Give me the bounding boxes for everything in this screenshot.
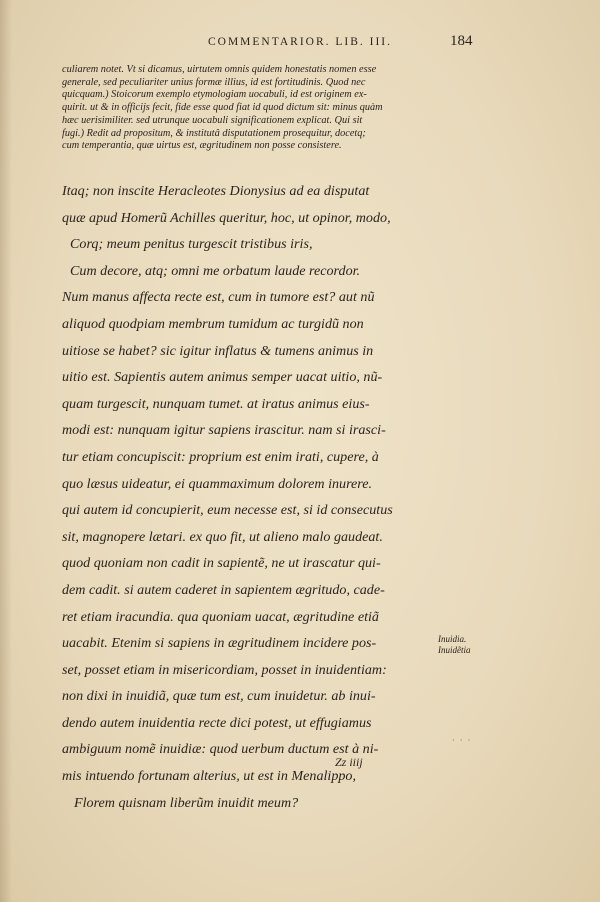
main-text-line: mis intuendo fortunam alterius, ut est in Menalippo,	[62, 768, 357, 785]
commentary-line: generale, sed peculiariter unius formæ illius, id est fortitudinis. Quod nec	[62, 76, 366, 88]
commentary-line: cum temperantia, quæ uirtus est, ægritudinem non posse consistere.	[62, 140, 342, 152]
main-text-line: set, posset etiam in misericordiam, posset in inuidentiam:	[62, 661, 387, 678]
main-text-line: Itaq; non inscite Heracleotes Dionysius ad ea disputat	[62, 183, 370, 199]
main-text-block	[62, 178, 442, 816]
signature-mark: Zz iiij	[335, 755, 363, 769]
commentary-block	[62, 64, 447, 153]
margin-note-line: Inuidia.	[438, 634, 467, 644]
commentary-line: culiarem notet. Vt si dicamus, uirtutem omnis quidem honestatis nomen esse	[62, 64, 377, 75]
margin-note	[438, 634, 471, 656]
main-text-line: quod quoniam non cadit in sapientẽ, ne ut irascatur qui-	[62, 555, 381, 572]
commentary-line: hæc uerisimiliter. sed utrunque uocabuli significationem explicat. Qui sit	[62, 114, 363, 126]
main-text-line: tur etiam concupiscit: proprium est enim irati, cupere, à	[62, 448, 379, 465]
main-text-line: qui autem id concupierit, eum necesse est, si id consecutus	[62, 502, 393, 519]
main-text-line: uitio est. Sapientis autem animus semper uacat uitio, nũ-	[62, 369, 383, 386]
main-text-line: non dixi in inuidiã, quæ tum est, cum inuidetur. ab inui-	[62, 688, 376, 705]
main-text-line: quo læsus uideatur, ei quammaximum dolorem inurere.	[62, 475, 373, 492]
main-text-line: ret etiam iracundia. qua quoniam uacat, ægritudine etiã	[62, 608, 379, 625]
commentary-line: fugi.) Redit ad propositum, & institutâ disputationem prosequitur, docetq;	[62, 127, 366, 139]
commentary-line: quirit. ut & in officijs fecit, fide esse quod fiat id quod dictum sit: minus quàm	[62, 102, 383, 114]
main-text-line: sit, magnopere lætari. ex quo fit, ut alieno malo gaudeat.	[62, 528, 383, 545]
margin-note-line: Inuidẽtia	[438, 645, 471, 655]
main-text-line: Num manus affecta recte est, cum in tumore est? aut nũ	[62, 289, 375, 306]
main-text-line: quæ apud Homerũ Achilles queritur, hoc, ut opinor, modo,	[62, 209, 391, 226]
verse-line: Corq; meum penitus turgescit tristibus iris,	[70, 236, 313, 253]
main-text-line: aliquod quodpiam membrum tumidum ac turgidũ non	[62, 315, 364, 332]
main-text-line: modi est: nunquam igitur sapiens irascitur. nam si irasci-	[62, 422, 386, 439]
main-text-line: uacabit. Etenim si sapiens in ægritudinem incidere pos-	[62, 635, 377, 652]
running-title: COMMENTARIOR. LIB. III.	[207, 36, 393, 48]
margin-smudge: · · ·	[452, 736, 472, 746]
main-text-line: quam turgescit, nunquam tumet. at iratus animus eius-	[62, 395, 370, 412]
commentary-line: quicquam.) Stoicorum exemplo etymologiam uocabuli, id est originem ex-	[62, 89, 367, 101]
main-text-line: dem cadit. si autem caderet in sapientem ægritudo, cade-	[62, 581, 385, 598]
verse-line: Florem quisnam liberũm inuidit meum?	[74, 794, 299, 811]
page-number: 184	[450, 33, 473, 49]
main-text-line: dendo autem inuidentia recte dici potest, ut effugiamus	[62, 714, 372, 731]
main-text-line: ambiguum nomẽ inuidiæ: quod uerbum ductum est à ni-	[62, 741, 379, 758]
main-text-line: uitiose se habet? sic igitur inflatus & tumens animus in	[62, 342, 374, 359]
verse-line: Cum decore, atq; omni me orbatum laude recordor.	[70, 262, 361, 279]
